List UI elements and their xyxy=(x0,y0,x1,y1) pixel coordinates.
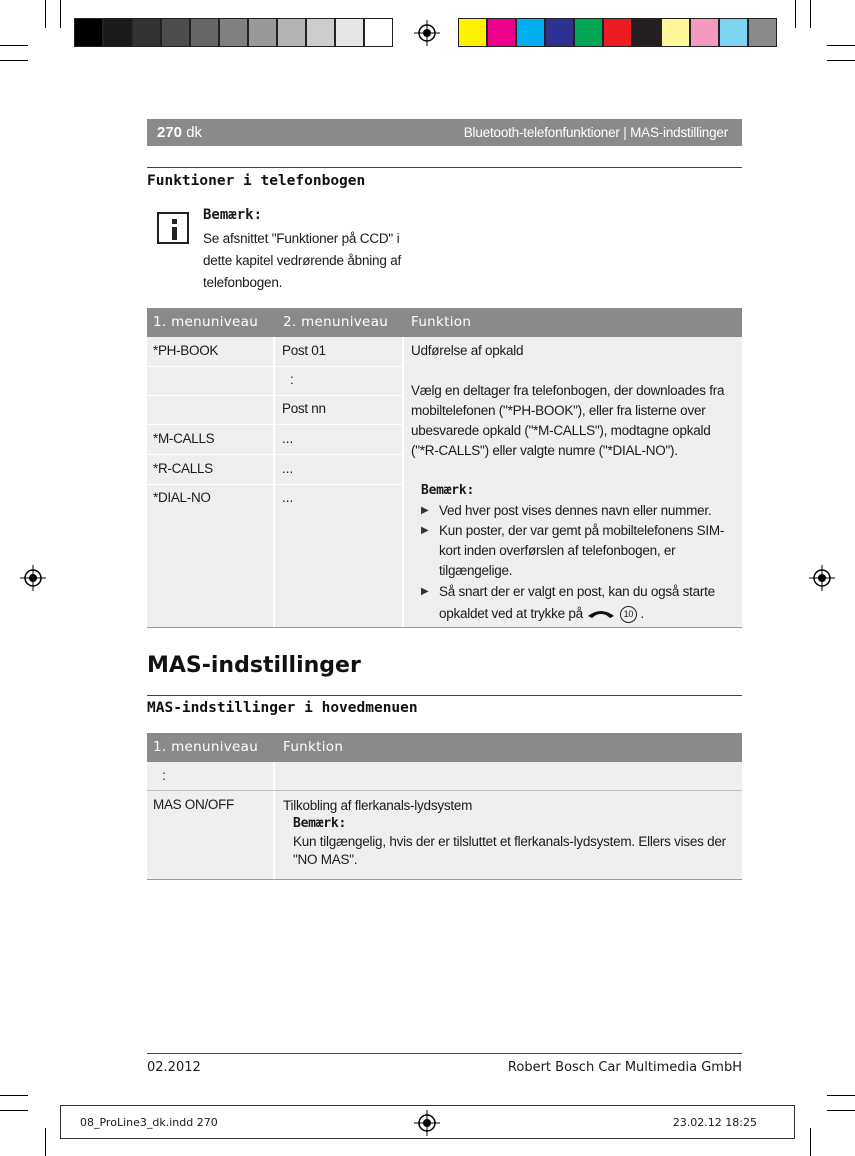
running-header xyxy=(147,119,742,146)
table-cell: ... xyxy=(282,431,294,446)
table-cell: ... xyxy=(282,461,294,476)
page-number: 270 dk xyxy=(157,124,203,141)
function-title: Udførelse af opkald xyxy=(411,343,524,358)
row-divider xyxy=(147,790,742,791)
table-cell: *PH-BOOK xyxy=(153,343,219,358)
table-cell: : xyxy=(162,768,166,783)
list-item: ▶ Kun poster, der var gemt på mobiltelefonens SIM-kort inden overførslen af telefonbogen, er tilgængelige. xyxy=(411,521,736,581)
registration-mark-icon xyxy=(20,565,46,591)
color-swatch xyxy=(248,18,277,47)
table-column-level2 xyxy=(275,337,402,627)
color-swatch xyxy=(719,18,748,47)
header-section-title: Bluetooth-telefonfunktioner | MAS-indstillinger xyxy=(463,125,728,140)
color-swatch xyxy=(545,18,574,47)
note-text: Kun tilgængelig, hvis der er tilsluttet et flerkanals-lydsystem. Ellers vises der "NO MAS". xyxy=(293,834,726,867)
footer-company: Robert Bosch Car Multimedia GmbH xyxy=(507,1060,742,1075)
color-swatch xyxy=(690,18,719,47)
table-cell: Post nn xyxy=(282,401,326,416)
color-swatch xyxy=(487,18,516,47)
crop-mark xyxy=(60,0,61,28)
slug-filename: 08_ProLine3_dk.indd 270 xyxy=(80,1116,218,1129)
footer-rule xyxy=(147,1053,742,1054)
color-swatch xyxy=(603,18,632,47)
function-title: Tilkobling af flerkanals-lydsystem xyxy=(283,798,473,813)
column-header: 2. menuniveau xyxy=(283,314,389,330)
color-swatch xyxy=(103,18,132,47)
crop-mark xyxy=(827,45,855,46)
note-text: Se afsnittet "Funktioner på CCD" i dette kapitel vedrørende åbning af telefonbogen. xyxy=(203,231,402,290)
table-cell: ... xyxy=(282,490,294,505)
section-rule xyxy=(147,695,742,696)
list-item: ▶ Ved hver post vises dennes navn eller nummer. xyxy=(411,501,736,521)
crop-mark xyxy=(0,60,28,61)
color-swatch xyxy=(190,18,219,47)
gray-color-bar xyxy=(74,18,393,48)
color-swatch xyxy=(335,18,364,47)
button-number-badge: 10 xyxy=(620,606,637,623)
footer-date: 02.2012 xyxy=(147,1060,201,1075)
crop-mark xyxy=(827,1095,855,1096)
crop-mark xyxy=(0,1095,28,1096)
table-cell: *R-CALLS xyxy=(153,461,213,476)
table-bottom-rule xyxy=(147,879,742,880)
chapter-title: MAS-indstillinger xyxy=(147,653,361,678)
color-swatch xyxy=(516,18,545,47)
color-swatch xyxy=(661,18,690,47)
column-header: Funktion xyxy=(411,314,472,330)
crop-mark xyxy=(810,0,811,28)
table-bottom-rule xyxy=(147,627,742,628)
crop-mark xyxy=(45,1128,46,1156)
color-swatch xyxy=(748,18,777,47)
function-description xyxy=(283,797,738,869)
crop-mark xyxy=(827,1110,855,1111)
table-header xyxy=(147,733,742,762)
table-cell: Post 01 xyxy=(282,343,326,358)
row-divider xyxy=(147,366,402,367)
table-cell: *DIAL-NO xyxy=(153,490,211,505)
process-color-bar xyxy=(458,18,777,48)
list-item: ▶ Så snart der er valgt en post, kan du også starte opkaldet ved at trykke på 10 . xyxy=(411,581,736,625)
table-header xyxy=(147,308,742,337)
table-column-level1 xyxy=(147,762,273,879)
crop-mark xyxy=(827,60,855,61)
crop-mark xyxy=(0,45,28,46)
phone-icon xyxy=(586,609,616,619)
section-rule xyxy=(147,167,742,168)
note-title: Bemærk: xyxy=(421,483,475,498)
color-swatch xyxy=(161,18,190,47)
section-heading: Funktioner i telefonbogen xyxy=(147,173,366,189)
color-swatch xyxy=(574,18,603,47)
color-swatch xyxy=(219,18,248,47)
color-swatch xyxy=(132,18,161,47)
section-heading: MAS-indstillinger i hovedmenuen xyxy=(147,700,418,716)
table-column-level1 xyxy=(147,337,273,627)
crop-mark xyxy=(795,0,796,28)
registration-mark-icon xyxy=(414,20,440,46)
note-title: Bemærk: xyxy=(293,816,347,831)
table-cell: MAS ON/OFF xyxy=(153,797,234,812)
color-swatch xyxy=(306,18,335,47)
table-cell: : xyxy=(290,372,294,387)
column-header: 1. menuniveau xyxy=(153,314,259,330)
color-swatch xyxy=(458,18,487,47)
color-swatch xyxy=(632,18,661,47)
color-swatch xyxy=(74,18,103,47)
slug-timestamp: 23.02.12 18:25 xyxy=(672,1116,757,1129)
crop-mark xyxy=(810,1128,811,1156)
bullet-list xyxy=(411,501,736,625)
row-divider xyxy=(147,484,402,485)
table-cell: *M-CALLS xyxy=(153,431,215,446)
column-header: 1. menuniveau xyxy=(153,739,259,755)
column-header: Funktion xyxy=(283,739,344,755)
color-swatch xyxy=(277,18,306,47)
function-text: Vælg en deltager fra telefonbogen, der downloades fra mobiltelefonen ("*PH-BOOK"), eller fra listerne over ubesvarede opkald ("*M-CALLS"), modtagne opkald ("*R-CALLS") eller valgte numre ("*DIAL-NO"). xyxy=(411,383,725,458)
row-divider xyxy=(147,424,402,425)
crop-mark xyxy=(45,0,46,28)
crop-mark xyxy=(0,1110,28,1111)
function-description xyxy=(411,341,736,625)
registration-mark-icon xyxy=(809,565,835,591)
color-swatch xyxy=(364,18,393,47)
note-title: Bemærk: xyxy=(203,207,263,223)
info-icon xyxy=(157,212,189,244)
row-divider xyxy=(147,454,402,455)
row-divider xyxy=(147,395,402,396)
